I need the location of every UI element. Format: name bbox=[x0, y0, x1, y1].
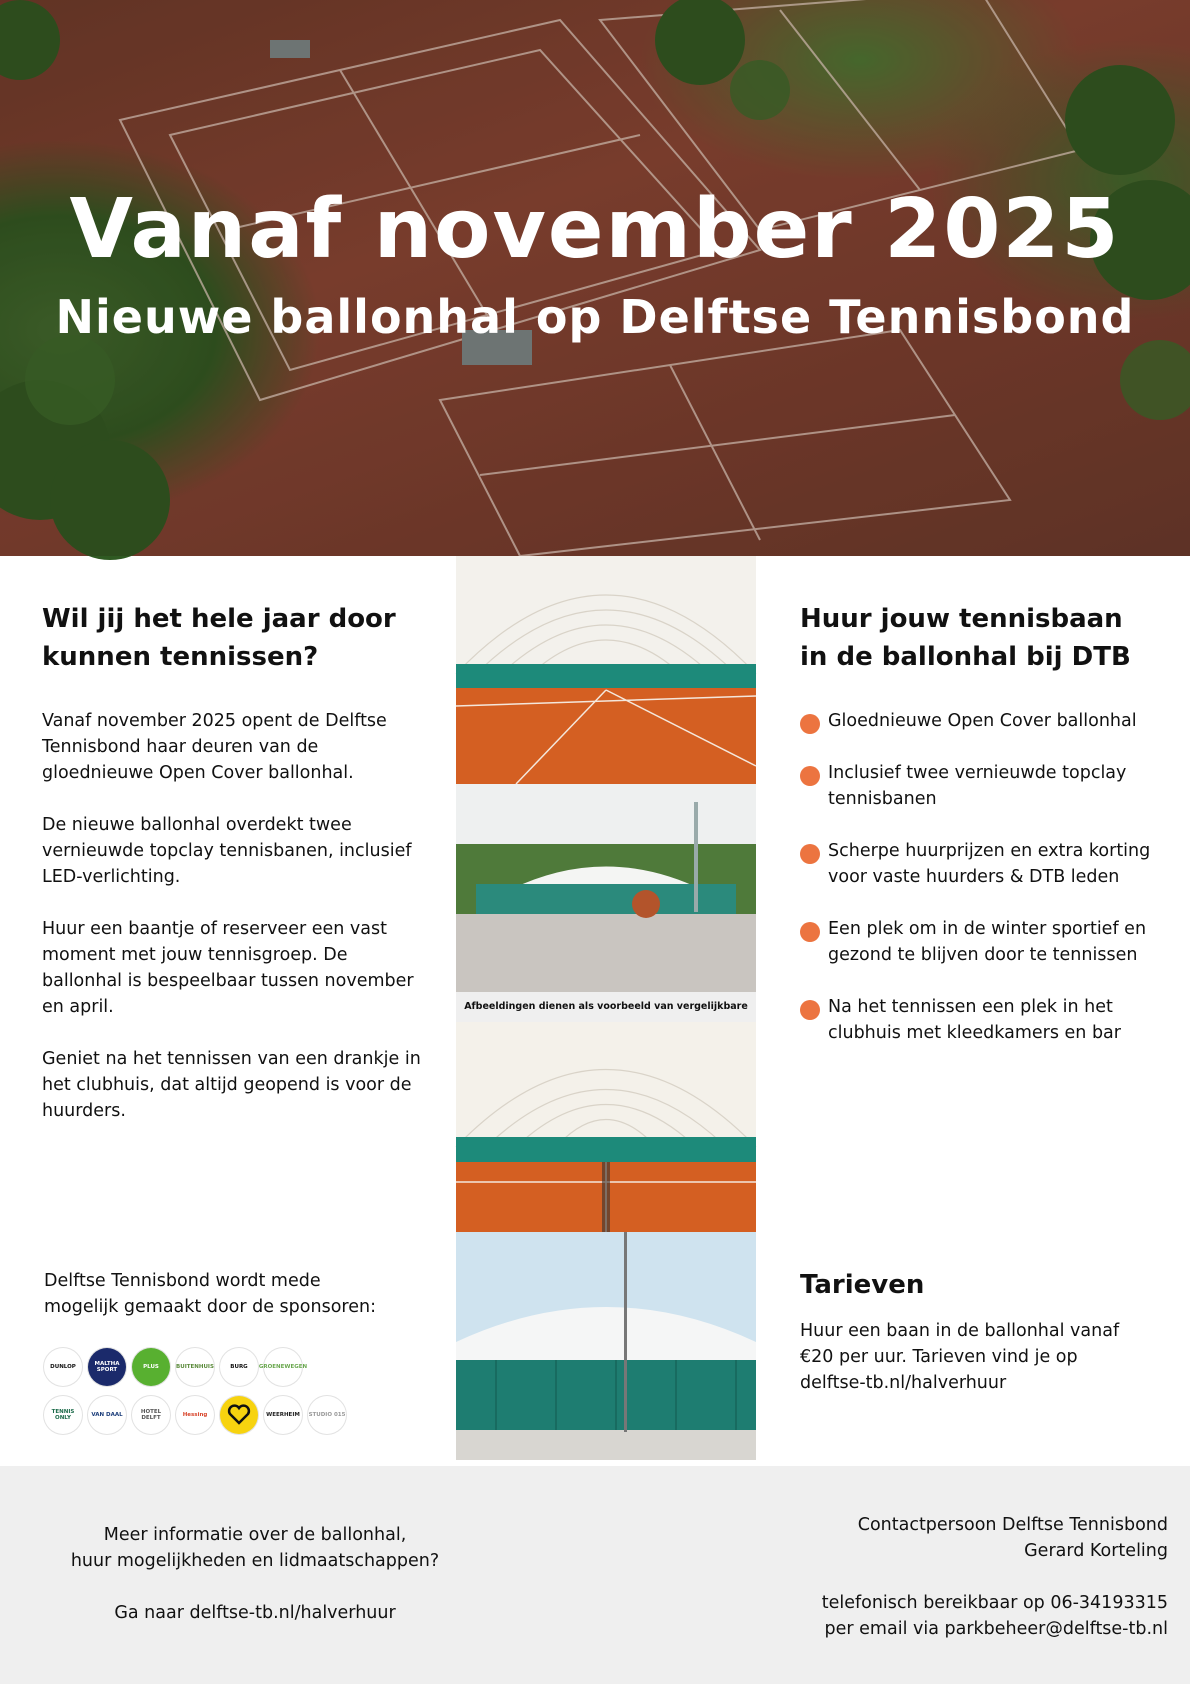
tarieven-line: Huur een baan in de ballonhal vanaf bbox=[800, 1321, 1120, 1341]
sponsor-logo: PLUS bbox=[132, 1348, 170, 1386]
tarieven-heading: Tarieven bbox=[800, 1270, 925, 1300]
bullet-dot-icon bbox=[800, 844, 820, 864]
photo-column bbox=[456, 556, 756, 1460]
sponsor-logo: DUNLOP bbox=[44, 1348, 82, 1386]
feature-bullet bbox=[800, 760, 1160, 812]
sponsor-logo: Hessing bbox=[176, 1396, 214, 1434]
rental-heading-line: Huur jouw tennisbaan bbox=[800, 604, 1123, 634]
tarieven-link[interactable]: delftse-tb.nl/halverhuur bbox=[800, 1373, 1007, 1393]
intro-paragraph: Geniet na het tennissen van een drankje in het clubhuis, dat altijd geopend is voor de huurders. bbox=[42, 1049, 421, 1121]
spacer bbox=[668, 1564, 1168, 1590]
sponsor-logo: BUITENHUIS bbox=[176, 1348, 214, 1386]
rental-heading bbox=[800, 600, 1160, 676]
hero-overlay bbox=[0, 0, 1190, 556]
sponsors-section bbox=[44, 1268, 444, 1434]
footer-info bbox=[40, 1522, 470, 1626]
indoor-court-photo bbox=[456, 556, 756, 784]
sponsor-logo: VAN DAAL bbox=[88, 1396, 126, 1434]
spacer bbox=[40, 1574, 470, 1600]
feature-bullet bbox=[800, 994, 1160, 1046]
intro-heading bbox=[42, 600, 432, 676]
intro-paragraph: Huur een baantje of reserveer een vast moment met jouw tennisgroep. De ballonhal is bespeelbaar tussen november en april. bbox=[42, 919, 414, 1017]
contact-email[interactable]: per email via parkbeheer@delftse-tb.nl bbox=[824, 1619, 1168, 1639]
feature-bullet bbox=[800, 838, 1160, 890]
footer-info-line: huur mogelijkheden en lidmaatschappen? bbox=[70, 1551, 440, 1571]
tarieven-text bbox=[800, 1318, 1160, 1396]
sponsor-logo: TENNIS ONLY bbox=[44, 1396, 82, 1434]
sponsors-text bbox=[44, 1268, 444, 1320]
tarieven-section bbox=[800, 1270, 1160, 1396]
contact-name: Gerard Korteling bbox=[1024, 1541, 1168, 1561]
sponsor-logo: GROENEWEGEN bbox=[264, 1348, 302, 1386]
feature-bullet bbox=[800, 708, 1160, 734]
tarieven-line: €20 per uur. Tarieven vind je op bbox=[800, 1347, 1078, 1367]
hero-banner bbox=[0, 0, 1190, 556]
contact-title: Contactpersoon Delftse Tennisbond bbox=[857, 1515, 1168, 1535]
dome-exterior-photo bbox=[456, 784, 756, 992]
sponsor-logo: MALTHA SPORT bbox=[88, 1348, 126, 1386]
sponsor-logo: BURG bbox=[220, 1348, 258, 1386]
feature-text: Inclusief twee vernieuwde topclay tennisbanen bbox=[828, 763, 1127, 809]
bullet-dot-icon bbox=[800, 1000, 820, 1020]
bullet-dot-icon bbox=[800, 714, 820, 734]
intro-section bbox=[42, 600, 432, 1150]
footer-info-line: Meer informatie over de ballonhal, bbox=[103, 1525, 407, 1545]
sponsors-text-line: mogelijk gemaakt door de sponsoren: bbox=[44, 1297, 376, 1317]
sponsor-logo: STUDIO 015 bbox=[308, 1396, 346, 1434]
feature-text: Scherpe huurprijzen en extra korting voor vaste huurders & DTB leden bbox=[828, 841, 1151, 887]
intro-paragraph: Vanaf november 2025 opent de Delftse Tennisbond haar deuren van de gloednieuwe Open Cover ballonhal. bbox=[42, 711, 387, 783]
footer-link[interactable]: Ga naar delftse-tb.nl/halverhuur bbox=[114, 1603, 396, 1623]
feature-text: Na het tennissen een plek in het clubhuis met kleedkamers en bar bbox=[828, 997, 1121, 1043]
hero-title: Vanaf november 2025 bbox=[69, 182, 1121, 277]
bullet-dot-icon bbox=[800, 922, 820, 942]
footer-contact bbox=[668, 1512, 1168, 1642]
feature-bullet bbox=[800, 916, 1160, 968]
photo-caption: Afbeeldingen dienen als voorbeeld van vergelijkbare bbox=[456, 992, 756, 1022]
sponsor-logo: WEERHEIM bbox=[264, 1396, 302, 1434]
intro-heading-line: kunnen tennissen? bbox=[42, 642, 319, 672]
rental-heading-line: in de ballonhal bij DTB bbox=[800, 642, 1131, 672]
contact-phone[interactable]: telefonisch bereikbaar op 06-34193315 bbox=[821, 1593, 1168, 1613]
dome-side-photo bbox=[456, 1232, 756, 1460]
heart-logo-icon bbox=[220, 1396, 258, 1434]
sponsor-logos bbox=[44, 1348, 444, 1434]
feature-text: Gloednieuwe Open Cover ballonhal bbox=[828, 711, 1137, 731]
indoor-court-photo bbox=[456, 1022, 756, 1232]
sponsors-text-line: Delftse Tennisbond wordt mede bbox=[44, 1271, 321, 1291]
rental-section bbox=[800, 600, 1160, 1072]
intro-paragraph: De nieuwe ballonhal overdekt twee vernieuwde topclay tennisbanen, inclusief LED-verlichting. bbox=[42, 815, 412, 887]
bullet-dot-icon bbox=[800, 766, 820, 786]
sponsor-logo: HOTEL DELFT bbox=[132, 1396, 170, 1434]
footer bbox=[0, 1466, 1190, 1684]
intro-heading-line: Wil jij het hele jaar door bbox=[42, 604, 396, 634]
hero-subtitle: Nieuwe ballonhal op Delftse Tennisbond bbox=[55, 290, 1135, 344]
feature-text: Een plek om in de winter sportief en gezond te blijven door te tennissen bbox=[828, 919, 1147, 965]
